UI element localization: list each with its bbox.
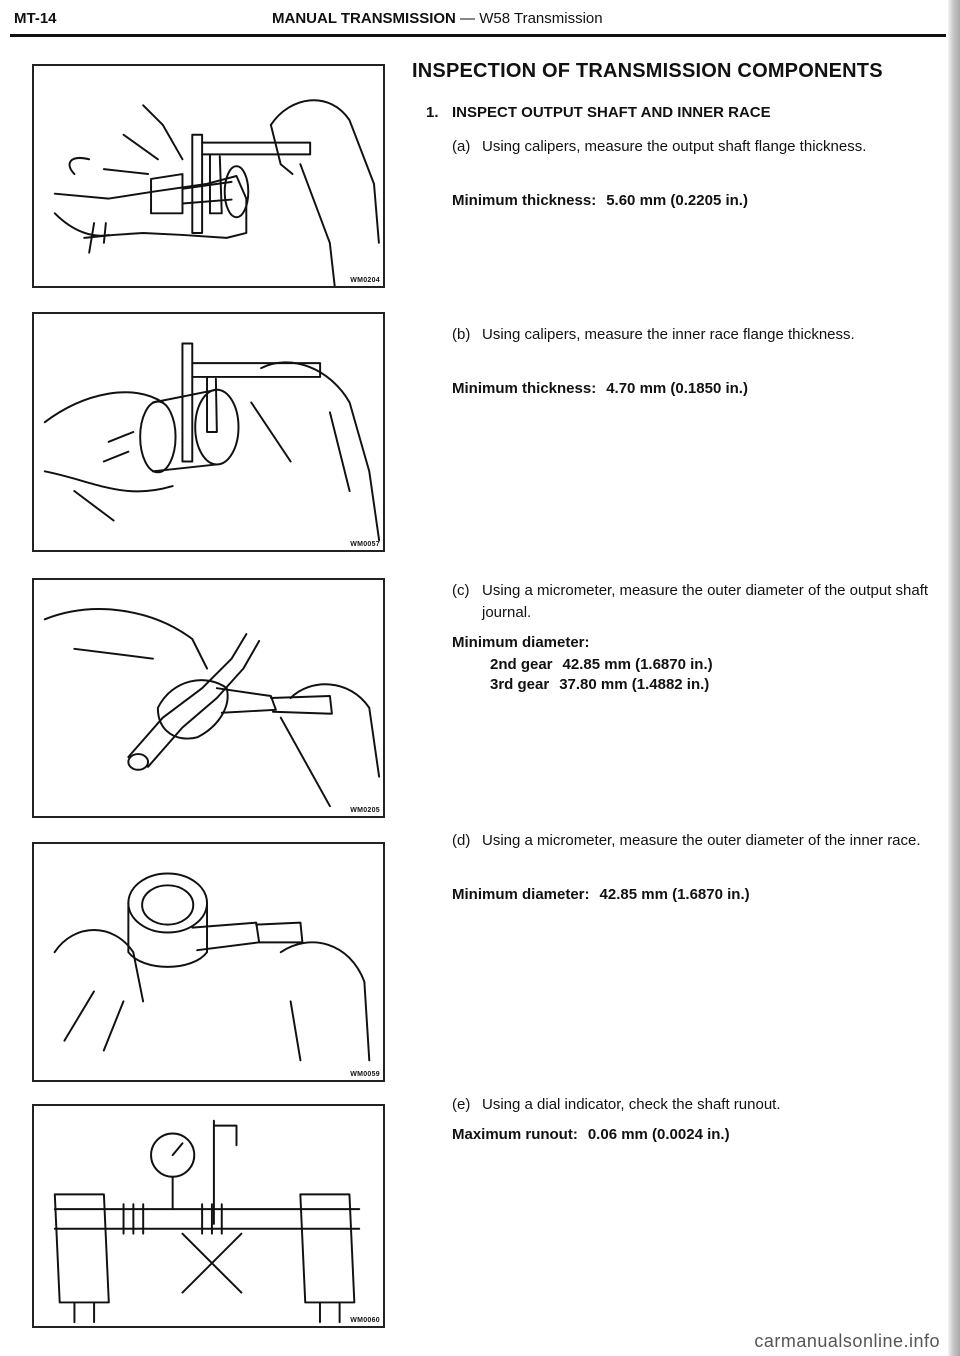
item-a: [452, 136, 932, 158]
spec-e: [452, 1126, 730, 1143]
figure-code: WM0204: [350, 277, 380, 284]
spec-value: 0.06 mm (0.0024 in.): [587, 1126, 730, 1143]
dial-indicator-illustration: [34, 1106, 383, 1326]
page-number: MT-14: [14, 10, 57, 27]
watermark: carmanualsonline.info: [754, 1331, 940, 1351]
item-label: (a): [452, 138, 471, 155]
figure-inner-race-micrometer: [32, 842, 385, 1082]
spec-a: [452, 192, 748, 209]
item-label: (c): [452, 582, 470, 599]
spec-label: Minimum diameter:: [452, 634, 590, 651]
gear-label: 3rd gear: [490, 676, 550, 693]
item-text: Using a micrometer, measure the outer diameter of the output shaft journal.: [482, 582, 929, 621]
micrometer-inner-race-illustration: [34, 844, 383, 1080]
item-c: [452, 580, 932, 624]
step-title: INSPECT OUTPUT SHAFT AND INNER RACE: [452, 104, 771, 121]
gear-value: 37.80 mm (1.4882 in.): [559, 676, 710, 693]
item-e: [452, 1094, 932, 1116]
spec-b: [452, 380, 748, 397]
spec-d: [452, 886, 750, 903]
figure-output-shaft-calipers: [32, 64, 385, 288]
calipers-inner-race-illustration: [34, 314, 383, 550]
item-text: Using a micrometer, measure the outer diameter of the inner race.: [482, 832, 921, 849]
header-subsection: W58 Transmission: [479, 10, 603, 27]
spec-value: 5.60 mm (0.2205 in.): [606, 192, 748, 209]
figure-shaft-journal-micrometer: [32, 578, 385, 818]
item-label: (d): [452, 832, 471, 849]
spec-label: Minimum diameter:: [452, 886, 590, 903]
spec-label: Minimum thickness:: [452, 192, 597, 209]
spec-row-3rd-gear: [490, 676, 709, 693]
item-b: [452, 324, 932, 346]
section-heading: INSPECTION OF TRANSMISSION COMPONENTS: [412, 60, 883, 82]
spec-c: [452, 634, 590, 651]
item-label: (e): [452, 1096, 471, 1113]
item-label: (b): [452, 326, 471, 343]
gear-value: 42.85 mm (1.6870 in.): [562, 656, 713, 673]
spec-label: Minimum thickness:: [452, 380, 597, 397]
scan-edge-shadow: [948, 0, 960, 1356]
header-separator: —: [455, 10, 480, 27]
item-text: Using a dial indicator, check the shaft runout.: [482, 1096, 781, 1113]
step-number: 1.: [426, 104, 439, 121]
spec-label: Maximum runout:: [452, 1126, 578, 1143]
figure-code: WM0057: [350, 541, 380, 548]
figure-code: WM0059: [350, 1071, 380, 1078]
header-rule: [10, 34, 946, 37]
figure-code: WM0060: [350, 1317, 380, 1324]
page-header-title: [272, 10, 603, 27]
figure-inner-race-calipers: [32, 312, 385, 552]
figure-shaft-runout-dial: [32, 1104, 385, 1328]
spec-value: 4.70 mm (0.1850 in.): [606, 380, 748, 397]
figure-code: WM0205: [350, 807, 380, 814]
item-d: [452, 830, 932, 852]
item-text: Using calipers, measure the output shaft flange thickness.: [482, 138, 867, 155]
header-section: MANUAL TRANSMISSION: [272, 10, 456, 27]
gear-label: 2nd gear: [490, 656, 553, 673]
micrometer-shaft-illustration: [34, 580, 383, 816]
item-text: Using calipers, measure the inner race flange thickness.: [482, 326, 855, 343]
spec-value: 42.85 mm (1.6870 in.): [599, 886, 750, 903]
calipers-output-shaft-illustration: [34, 66, 383, 286]
spec-row-2nd-gear: [490, 656, 713, 673]
